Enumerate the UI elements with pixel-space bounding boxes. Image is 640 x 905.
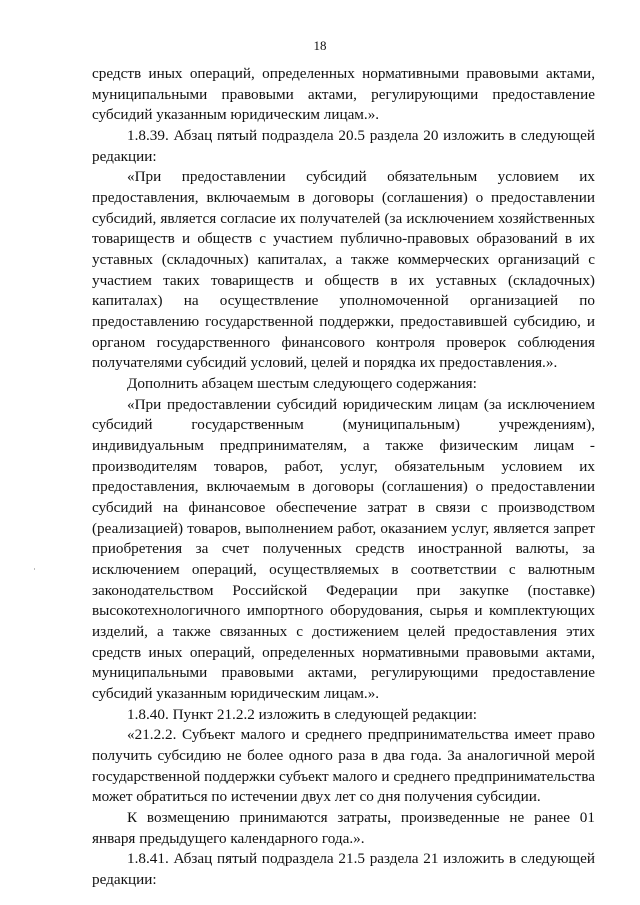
text-line: приобретения за счет полученных средств иностранной валюты, за: [92, 540, 595, 557]
text-line: уставных (складочных) капиталах, а также коммерческих организаций с: [92, 251, 595, 268]
text-line: средств иных операций, определенных нормативными правовыми актами,: [92, 65, 595, 82]
text-line: субсидий указанным юридическим лицам.».: [92, 685, 380, 702]
text-line: производителям товаров, работ, услуг, обязательным условием их: [92, 458, 595, 475]
text-line: 1.8.40. Пункт 21.2.2 изложить в следующей редакции:: [127, 706, 477, 723]
text-line: субсидий указанным юридическим лицам.».: [92, 106, 380, 123]
scan-mark: [34, 568, 35, 570]
page-number: 18: [313, 38, 327, 53]
text-line: редакции:: [92, 148, 157, 165]
text-line: товариществ и обществ с участием публично-правовых образований в их: [92, 230, 595, 247]
text-line: предоставлению государственной поддержки, предоставившей субсидию, и: [92, 313, 595, 330]
text-line: «21.2.2. Субъект малого и среднего предпринимательства имеет право: [127, 726, 595, 743]
text-line: индивидуальным предпринимателям, а также физическим лицам -: [92, 437, 595, 454]
text-line: государственной поддержки субъект малого и среднего предпринимательства: [92, 768, 595, 785]
text-line: редакции:: [92, 871, 157, 888]
text-line: изделий, а также связанных с достижением целей предоставления этих: [92, 623, 595, 640]
text-line: предоставления, включаемым в договоры (соглашения) о предоставлении: [92, 189, 595, 206]
text-line: законодательством Российской Федерации при закупке (поставке): [92, 582, 595, 599]
text-line: января предыдущего календарного года.».: [92, 830, 365, 847]
text-line: участием таких товариществ и обществ в их уставных (складочных): [92, 272, 595, 289]
text-line: (реализацией) товаров, выполнением работ, оказанием услуг, является запрет: [92, 520, 595, 537]
text-line: получателями субсидий условий, целей и порядка их предоставления.».: [92, 354, 558, 371]
text-line: субсидий государственным (муниципальным) учреждениям),: [92, 416, 595, 433]
text-line: 1.8.41. Абзац пятый подраздела 21.5 раздела 21 изложить в следующей: [127, 850, 595, 867]
text-line: органом государственного финансового контроля проверок соблюдения: [92, 334, 595, 351]
text-line: может обратиться по истечении двух лет со дня получения субсидии.: [92, 788, 541, 805]
text-line: предоставления, включаемым в договоры (соглашения) о предоставлении: [92, 478, 595, 495]
text-line: средств иных операций, определенных нормативными правовыми актами,: [92, 644, 595, 661]
text-line: исключением операций, осуществляемых в соответствии с валютным: [92, 561, 595, 578]
text-line: субсидий, является согласие их получателей (за исключением хозяйственных: [92, 210, 595, 227]
text-line: муниципальными правовыми актами, регулирующими предоставление: [92, 86, 595, 103]
text-line: субсидий на финансовое обеспечение затрат в связи с производством: [92, 499, 595, 516]
text-line: «При предоставлении субсидий обязательным условием их: [127, 168, 595, 185]
text-line: 1.8.39. Абзац пятый подраздела 20.5 раздела 20 изложить в следующей: [127, 127, 595, 144]
text-line: «При предоставлении субсидий юридическим лицам (за исключением: [127, 396, 595, 413]
text-line: капиталах) на осуществление уполномоченной организацией по: [92, 292, 595, 309]
text-line: Дополнить абзацем шестым следующего содержания:: [127, 375, 477, 392]
text-line: муниципальными правовыми актами, регулирующими предоставление: [92, 664, 595, 681]
text-line: получить субсидию не более одного раза в два года. За аналогичной мерой: [92, 747, 595, 764]
text-line: К возмещению принимаются затраты, произведенные не ранее 01: [127, 809, 595, 826]
text-line: высокотехнологичного импортного оборудования, сырья и комплектующих: [92, 602, 595, 619]
